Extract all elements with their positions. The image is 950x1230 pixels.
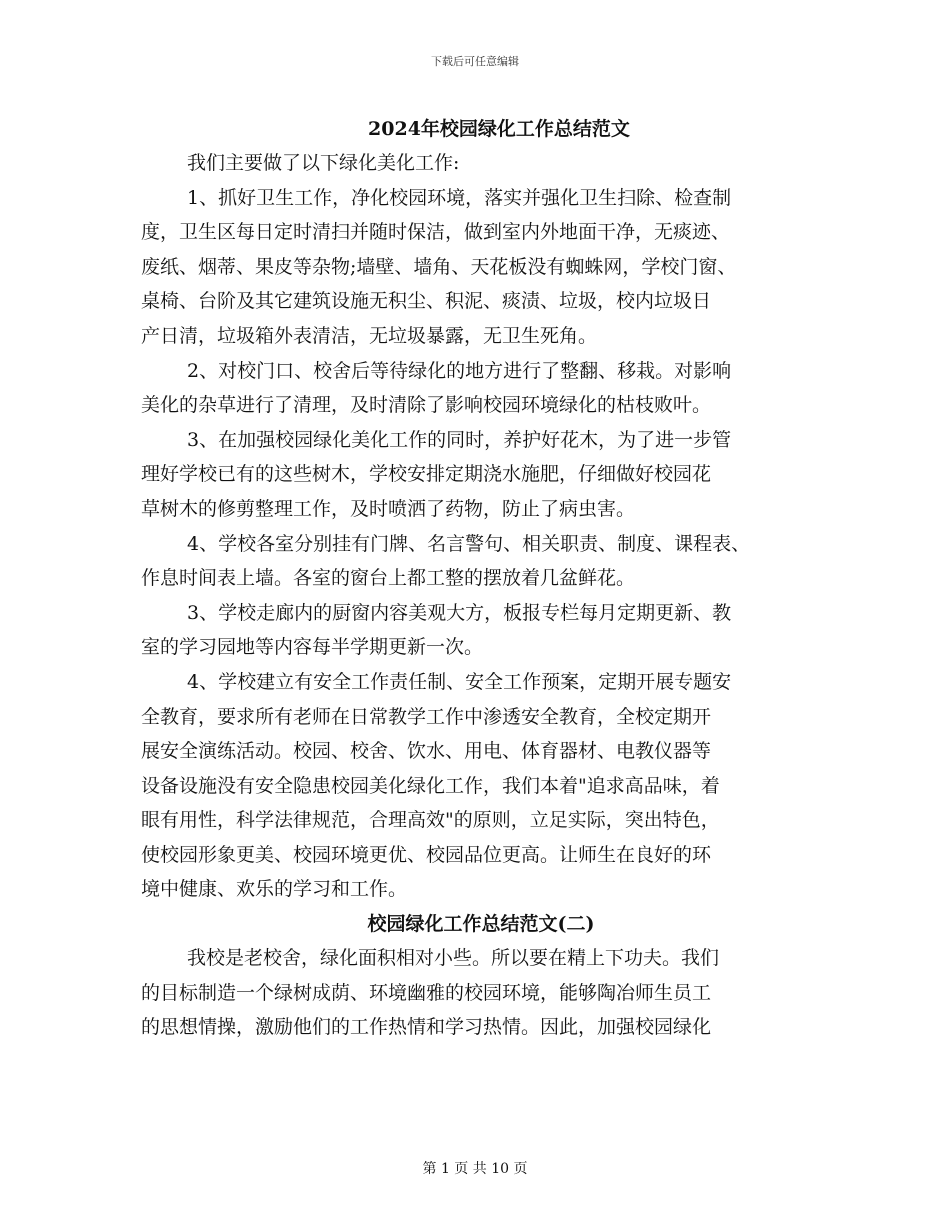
paragraph-line: 作息时间表上墙。各室的窗台上都工整的摆放着几盆鲜花。 xyxy=(141,567,636,590)
document-body xyxy=(141,112,821,1045)
paragraph-line: 我校是老校舍，绿化面积相对小些。所以要在精上下功夫。我们 xyxy=(187,947,720,970)
paragraph-line: 4、学校建立有安全工作责任制、安全工作预案，定期开展专题安 xyxy=(187,670,732,693)
paragraph-line: 的目标制造一个绿树成荫、环境幽雅的校园环境，能够陶冶师生员工 xyxy=(141,981,712,1004)
paragraph-line: 眼有用性，科学法律规范，合理高效"的原则，立足实际，突出特色， xyxy=(141,809,720,832)
section-2 xyxy=(141,941,821,1045)
paragraph-line: 室的学习园地等内容每半学期更新一次。 xyxy=(141,636,484,659)
paragraph-line: 使校园形象更美、校园环境更优、校园品位更高。让师生在良好的环 xyxy=(141,843,712,866)
paragraph-line: 4、学校各室分别挂有门牌、名言警句、相关职责、制度、课程表、 xyxy=(187,532,751,555)
page-number: 第 1 页 共 10 页 xyxy=(422,1161,528,1177)
paragraph-line: 产日清，垃圾箱外表清洁，无垃圾暴露，无卫生死角。 xyxy=(141,324,598,347)
paragraph-line: 度，卫生区每日定时清扫并随时保洁，做到室内外地面干净，无痰迹、 xyxy=(141,221,731,244)
section-2-title: 校园绿化工作总结范文(二) xyxy=(367,913,595,936)
paragraph-line: 2、对校门口、校舍后等待绿化的地方进行了整翻、移栽。对影响 xyxy=(187,359,732,382)
paragraph-line: 草树木的修剪整理工作，及时喷洒了药物，防止了病虫害。 xyxy=(141,497,636,520)
paragraph-line: 全教育，要求所有老师在日常教学工作中渗透安全教育，全校定期开 xyxy=(141,705,712,728)
paragraph-line: 的思想情操，激励他们的工作热情和学习热情。因此，加强校园绿化 xyxy=(141,1016,712,1039)
paragraph-line: 境中健康、欢乐的学习和工作。 xyxy=(141,878,408,901)
paragraph-line: 桌椅、台阶及其它建筑设施无积尘、积泥、痰渍、垃圾，校内垃圾日 xyxy=(141,290,712,313)
paragraph-line: 1、抓好卫生工作，净化校园环境，落实并强化卫生扫除、检查制 xyxy=(187,186,732,209)
paragraph-line: 设备设施没有安全隐患校园美化绿化工作，我们本着"追求高品味，着 xyxy=(141,774,720,797)
paragraph-line: 理好学校已有的这些树木，学校安排定期浇水施肥，仔细做好校园花 xyxy=(141,463,712,486)
paragraph-line: 3、学校走廊内的厨窗内容美观大方，板报专栏每月定期更新、教 xyxy=(187,601,732,624)
paragraph-line: 3、在加强校园绿化美化工作的同时，养护好花木，为了进一步管 xyxy=(187,428,732,451)
paragraph-line: 我们主要做了以下绿化美化工作: xyxy=(187,152,460,174)
section-1 xyxy=(141,146,821,907)
header-note: 下载后可任意编辑 xyxy=(431,55,519,68)
paragraph-line: 废纸、烟蒂、果皮等杂物;墙壁、墙角、天花板没有蜘蛛网，学校门窗、 xyxy=(141,255,737,278)
document-title: 2024年校园绿化工作总结范文 xyxy=(368,118,630,140)
paragraph-line: 美化的杂草进行了清理，及时清除了影响校园环境绿化的枯枝败叶。 xyxy=(141,394,712,417)
paragraph-line: 展安全演练活动。校园、校舍、饮水、用电、体育器材、电教仪器等 xyxy=(141,740,712,763)
